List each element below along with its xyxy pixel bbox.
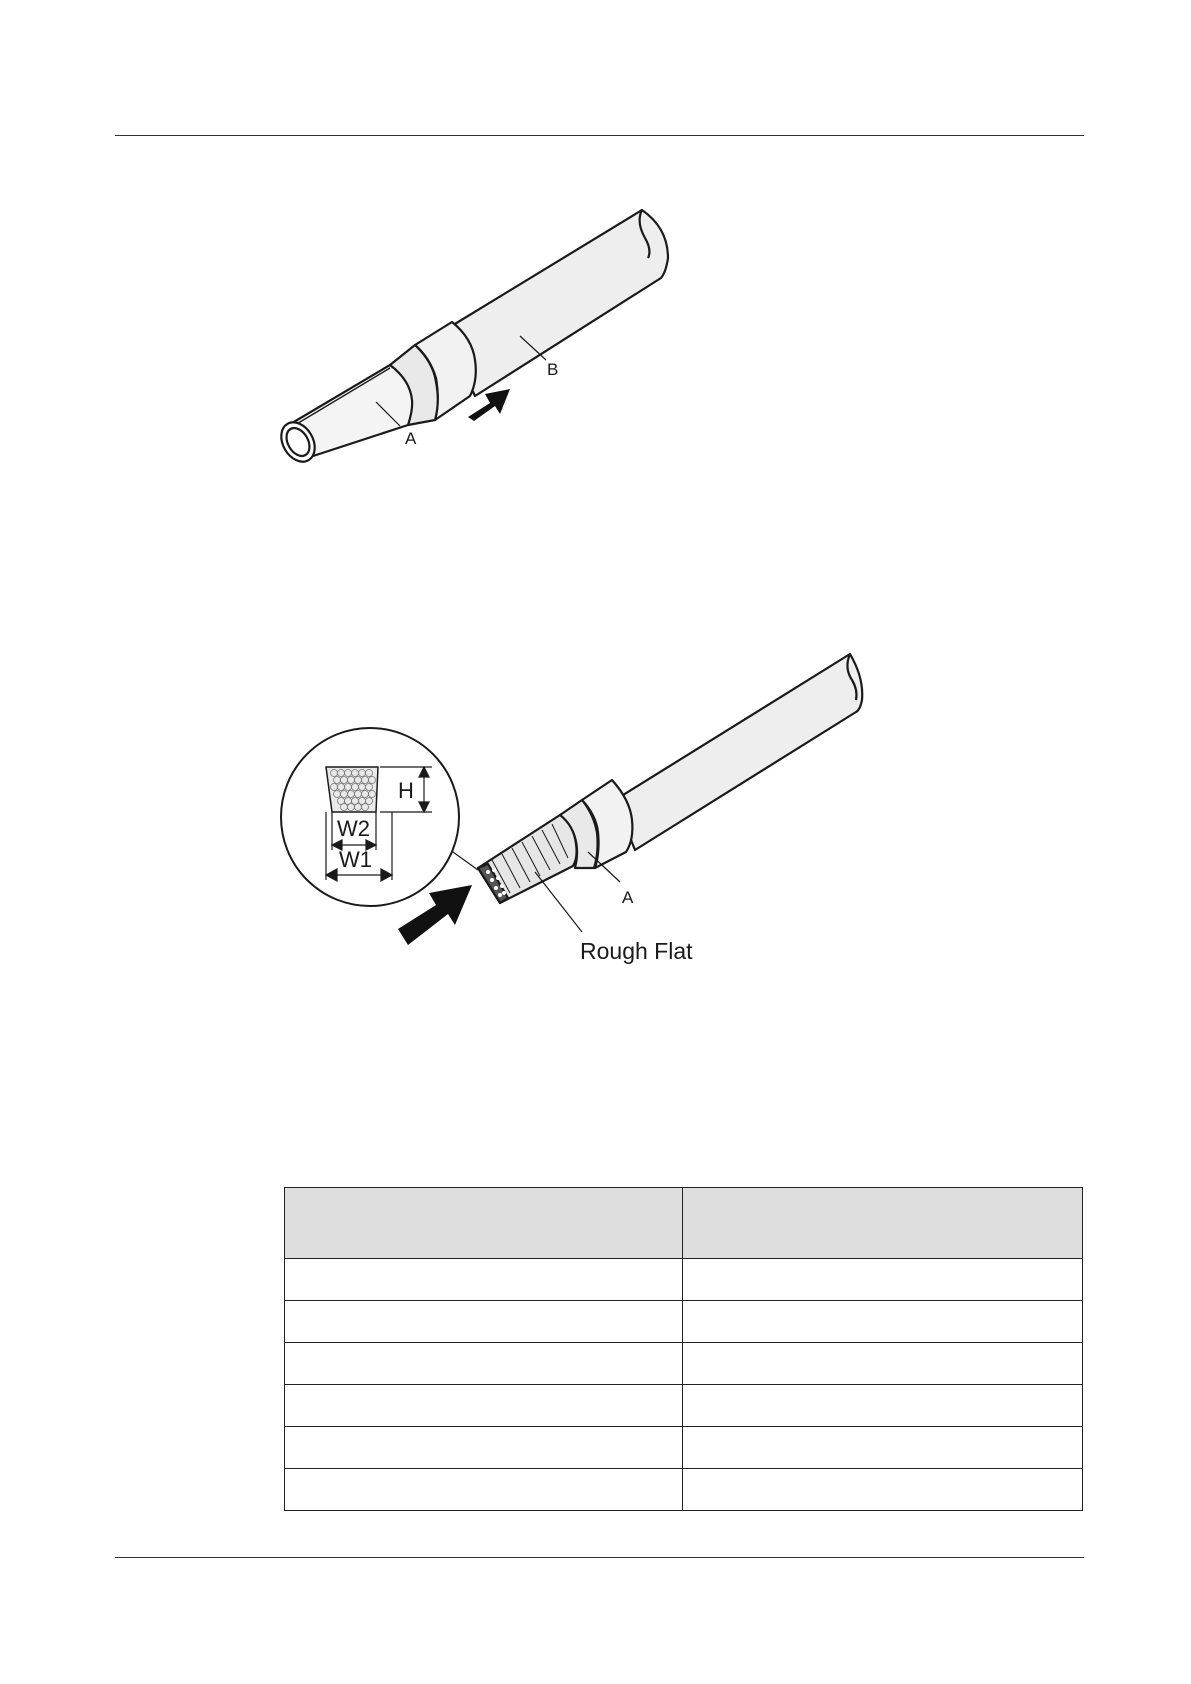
table-cell bbox=[285, 1259, 683, 1301]
callout-b: B bbox=[547, 360, 559, 379]
cross-section-detail bbox=[281, 728, 459, 906]
table-cell bbox=[683, 1301, 1083, 1343]
table-cell bbox=[285, 1427, 683, 1469]
table-row bbox=[285, 1301, 1083, 1343]
column-header bbox=[683, 1188, 1083, 1259]
table-cell bbox=[285, 1301, 683, 1343]
table-cell bbox=[683, 1343, 1083, 1385]
table-header-row bbox=[285, 1188, 1083, 1259]
table-row bbox=[285, 1427, 1083, 1469]
callout-a: A bbox=[405, 429, 417, 448]
table-row bbox=[285, 1469, 1083, 1511]
table-row bbox=[285, 1385, 1083, 1427]
spec-table bbox=[284, 1187, 1083, 1511]
table-cell bbox=[285, 1385, 683, 1427]
table-row bbox=[285, 1259, 1083, 1301]
table-row bbox=[285, 1343, 1083, 1385]
table-cell bbox=[683, 1427, 1083, 1469]
table-cell bbox=[683, 1385, 1083, 1427]
callout-rough-flat: Rough Flat bbox=[580, 938, 693, 964]
table-cell bbox=[683, 1259, 1083, 1301]
table-cell bbox=[285, 1469, 683, 1511]
table-cell bbox=[683, 1469, 1083, 1511]
column-header bbox=[285, 1188, 683, 1259]
dimension-w2: W2 bbox=[337, 816, 370, 841]
callout-a: A bbox=[622, 888, 634, 907]
crimped-cable-illustration bbox=[478, 654, 862, 903]
footer-rule bbox=[115, 1557, 1084, 1558]
table-cell bbox=[285, 1343, 683, 1385]
dimension-w1: W1 bbox=[339, 847, 372, 872]
dimension-h: H bbox=[398, 778, 414, 803]
